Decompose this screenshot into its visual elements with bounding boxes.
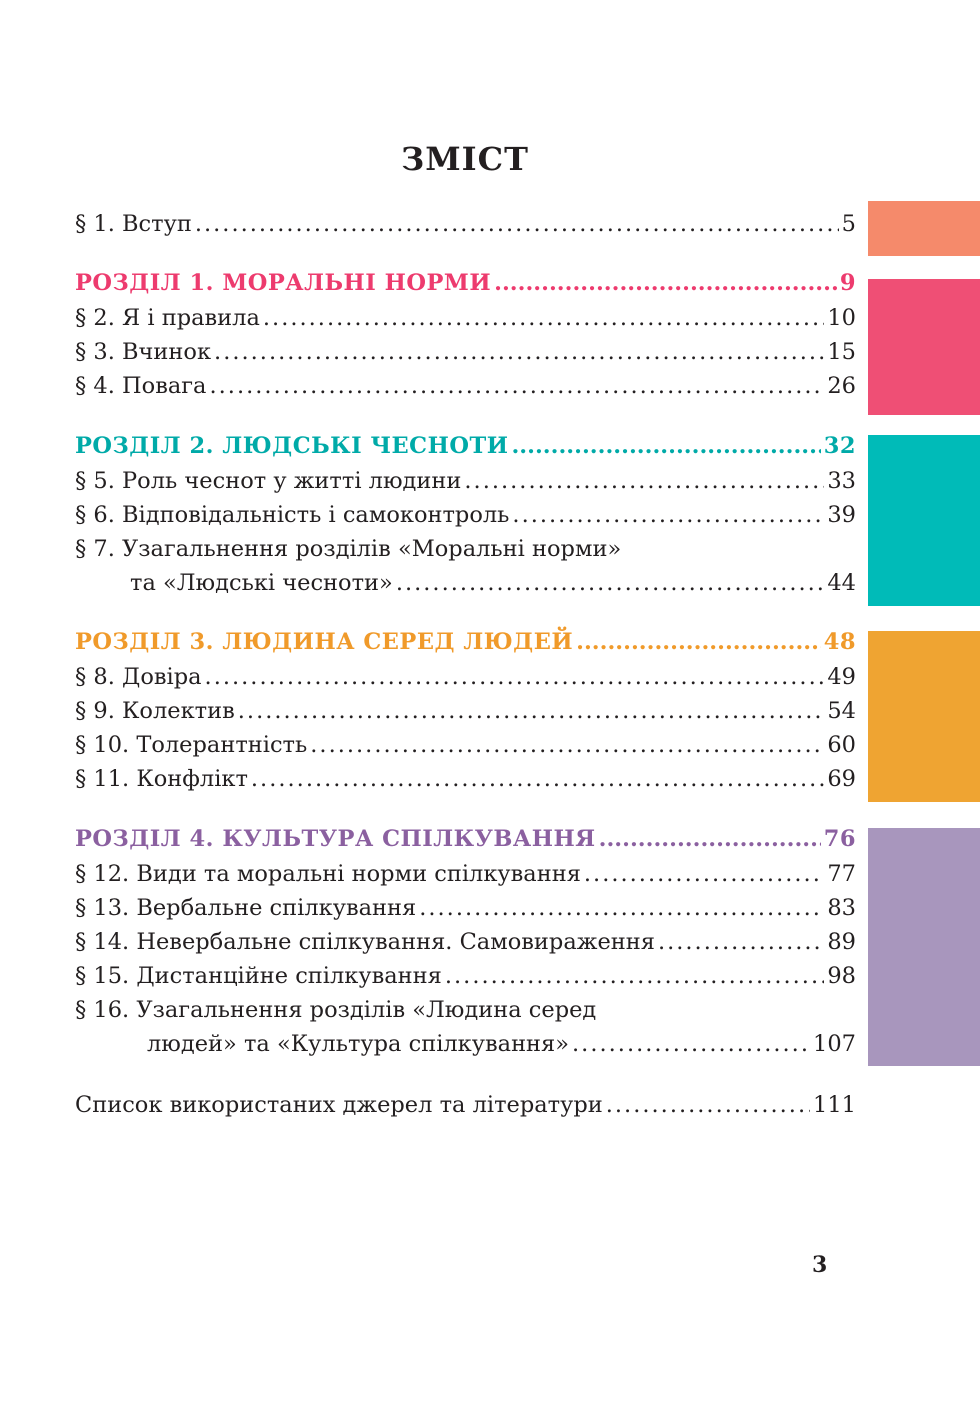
dot-leader xyxy=(512,502,824,528)
toc-entry-label: § 9. Колектив xyxy=(75,698,235,724)
toc-entry-page: 44 xyxy=(827,570,856,596)
toc-entry[interactable] xyxy=(75,502,856,536)
toc-entry[interactable] xyxy=(75,929,856,963)
toc-entry-page: 10 xyxy=(827,305,856,331)
toc-entry[interactable] xyxy=(75,339,856,373)
toc-entry-label: § 16. Узагальнення розділів «Людина серед xyxy=(75,997,597,1023)
dot-leader xyxy=(251,766,824,792)
tab-section-1 xyxy=(868,279,980,415)
tab-section-3 xyxy=(868,631,980,802)
toc-entry-page: 5 xyxy=(841,211,856,237)
dot-leader xyxy=(464,468,824,494)
dot-leader xyxy=(263,305,824,331)
dot-leader xyxy=(195,211,839,237)
toc-entry-label: § 14. Невербальне спілкування. Самовираження xyxy=(75,929,655,955)
dot-leader xyxy=(419,895,824,921)
toc-entry-continuation[interactable] xyxy=(147,1031,856,1065)
toc-entry-label: § 13. Вербальне спілкування xyxy=(75,895,417,921)
dot-leader xyxy=(576,629,821,655)
toc-entry[interactable] xyxy=(75,963,856,997)
section-heading-label: РОЗДІЛ 4. КУЛЬТУРА СПІЛКУВАННЯ xyxy=(75,826,596,852)
toc-entry-label: § 6. Відповідальність і самоконтроль xyxy=(75,502,510,528)
toc-entry-page: 69 xyxy=(827,766,856,792)
toc-entry-page: 77 xyxy=(827,861,856,887)
section-heading-1[interactable] xyxy=(75,270,856,304)
tab-intro xyxy=(868,201,980,256)
toc-entry-label: § 4. Повага xyxy=(75,373,207,399)
toc-entry[interactable] xyxy=(75,536,856,570)
toc-entry-page: 107 xyxy=(813,1031,856,1057)
section-heading-page: 9 xyxy=(839,270,856,296)
dot-leader xyxy=(494,270,837,296)
toc-entry-intro[interactable] xyxy=(75,211,856,245)
toc-entry-label: та «Людські чесноти» xyxy=(130,570,393,596)
section-heading-page: 32 xyxy=(823,433,856,459)
toc-entry-label: § 11. Конфлікт xyxy=(75,766,248,792)
dot-leader xyxy=(214,339,824,365)
section-heading-label: РОЗДІЛ 2. ЛЮДСЬКІ ЧЕСНОТИ xyxy=(75,433,509,459)
toc-entry-label: § 8. Довіра xyxy=(75,664,202,690)
dot-leader xyxy=(658,929,824,955)
toc-entry[interactable] xyxy=(75,698,856,732)
toc-entry[interactable] xyxy=(75,732,856,766)
toc-entry[interactable] xyxy=(75,766,856,800)
toc-entry[interactable] xyxy=(75,373,856,407)
toc-entry-page: 33 xyxy=(827,468,856,494)
dot-leader xyxy=(396,570,825,596)
section-heading-3[interactable] xyxy=(75,629,856,663)
toc-entry[interactable] xyxy=(75,895,856,929)
toc-entry-label: § 7. Узагальнення розділів «Моральні норми» xyxy=(75,536,622,562)
toc-entry-label: § 12. Види та моральні норми спілкування xyxy=(75,861,581,887)
toc-entry-page: 89 xyxy=(827,929,856,955)
dot-leader xyxy=(584,861,824,887)
toc-entry-sources[interactable] xyxy=(75,1092,856,1126)
section-heading-page: 48 xyxy=(823,629,856,655)
section-heading-label: РОЗДІЛ 3. ЛЮДИНА СЕРЕД ЛЮДЕЙ xyxy=(75,629,574,655)
toc-entry-page: 15 xyxy=(827,339,856,365)
toc-entry-label: людей» та «Культура спілкування» xyxy=(147,1031,570,1057)
toc-entry-label: § 3. Вчинок xyxy=(75,339,212,365)
toc-entry-label: Список використаних джерел та літератури xyxy=(75,1092,603,1118)
section-heading-label: РОЗДІЛ 1. МОРАЛЬНІ НОРМИ xyxy=(75,270,492,296)
tab-section-2 xyxy=(868,435,980,606)
toc-entry-page: 60 xyxy=(827,732,856,758)
dot-leader xyxy=(445,963,824,989)
dot-leader xyxy=(511,433,820,459)
toc-entry[interactable] xyxy=(75,861,856,895)
section-heading-4[interactable] xyxy=(75,826,856,860)
toc-entry-label: § 1. Вступ xyxy=(75,211,192,237)
toc-entry-label: § 5. Роль чеснот у житті людини xyxy=(75,468,462,494)
toc-entry-label: § 2. Я і правила xyxy=(75,305,260,331)
dot-leader xyxy=(209,373,824,399)
section-heading-page: 76 xyxy=(823,826,856,852)
dot-leader xyxy=(606,1092,810,1118)
dot-leader xyxy=(599,826,821,852)
toc-entry-page: 83 xyxy=(827,895,856,921)
toc-entry-label: § 10. Толерантність xyxy=(75,732,308,758)
page-title: ЗМІСТ xyxy=(401,140,529,178)
toc-entry[interactable] xyxy=(75,468,856,502)
toc-entry[interactable] xyxy=(75,997,856,1031)
toc-entry-page: 49 xyxy=(827,664,856,690)
dot-leader xyxy=(205,664,825,690)
dot-leader xyxy=(238,698,825,724)
toc-entry[interactable] xyxy=(75,664,856,698)
toc-entry-page: 111 xyxy=(813,1092,856,1118)
tab-section-4 xyxy=(868,828,980,1066)
toc-entry-label: § 15. Дистанційне спілкування xyxy=(75,963,442,989)
dot-leader xyxy=(310,732,824,758)
toc-entry-continuation[interactable] xyxy=(130,570,856,604)
toc-entry-page: 98 xyxy=(827,963,856,989)
toc-entry[interactable] xyxy=(75,305,856,339)
section-heading-2[interactable] xyxy=(75,433,856,467)
toc-entry-page: 54 xyxy=(827,698,856,724)
toc-entry-page: 39 xyxy=(827,502,856,528)
toc-entry-page: 26 xyxy=(827,373,856,399)
page-number: 3 xyxy=(812,1252,828,1278)
dot-leader xyxy=(572,1031,810,1057)
